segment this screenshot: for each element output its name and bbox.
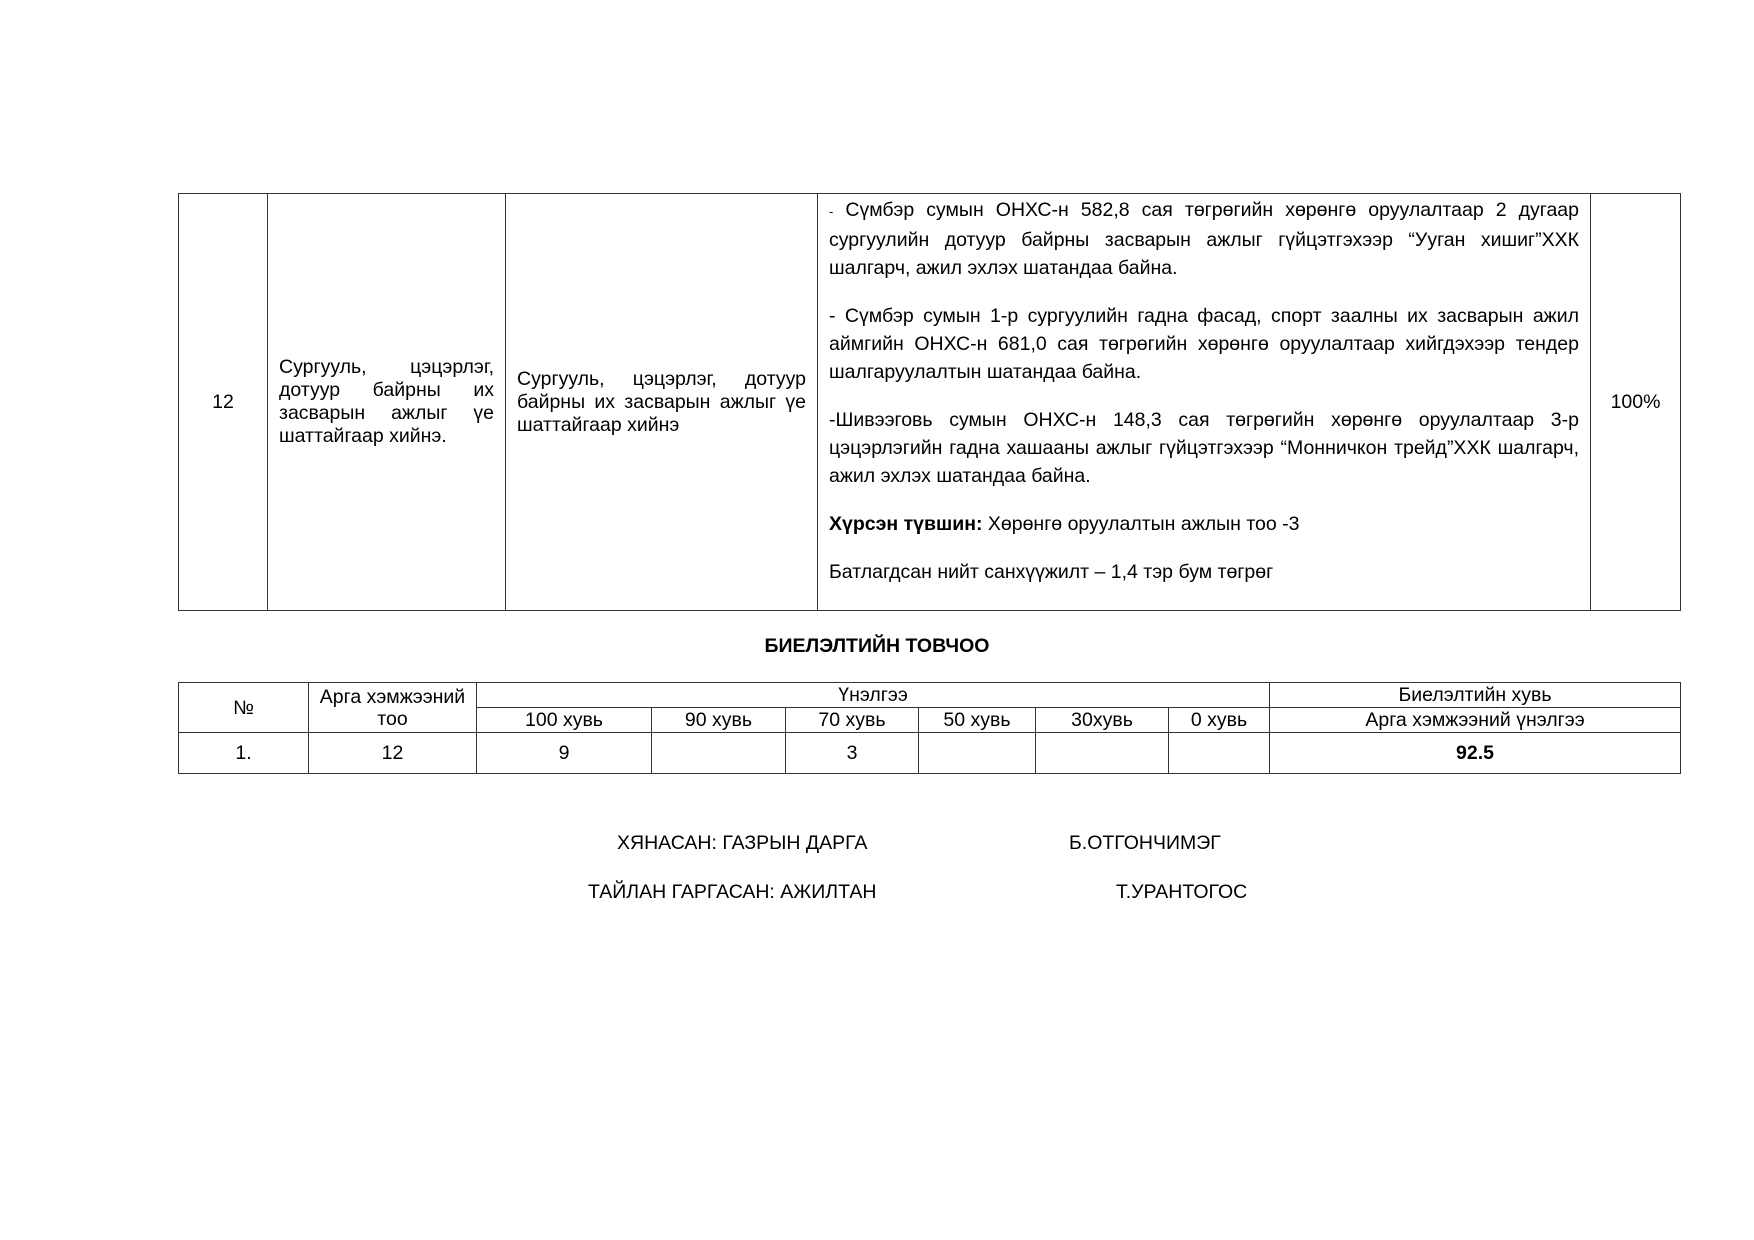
- header-count: Арга хэмжээний тоо: [309, 683, 477, 733]
- summary-header-row-1: [179, 683, 1681, 708]
- header-level: 100 хувь: [477, 708, 652, 733]
- achieved-level-label: Хүрсэн түвшин:: [829, 513, 983, 535]
- summary-level-value: [1036, 733, 1169, 774]
- report-paragraph-2: - Сүмбэр сумын 1-р сургуулийн гадна фасад, спорт заалны их засварын ажил аймгийн ОНХС-н 681,0 сая төгрөгийн хөрөнгө оруулалтаар хийгдэхээр тендер шалгаруулалтын шатандаа байна.: [829, 305, 1579, 383]
- prepared-by-label: ТАЙЛАН ГАРГАСАН: АЖИЛТАН: [588, 881, 877, 903]
- summary-eval-value: 92.5: [1270, 733, 1681, 774]
- report-paragraph-5: Батлагдсан нийт санхүүжилт – 1,4 тэр бум төгрөг: [829, 561, 1274, 583]
- goal-cell: Сургууль, цэцэрлэг, дотуур байрны их засварын ажлыг үе шаттайгаар хийнэ.: [268, 194, 506, 611]
- header-level: 90 хувь: [652, 708, 786, 733]
- percent-cell: 100%: [1591, 194, 1681, 611]
- report-paragraph-4: Хүрсэн түвшин: Хөрөнгө оруулалтын ажлын тоо -3: [829, 513, 1300, 535]
- header-level: 70 хувь: [786, 708, 919, 733]
- summary-title: БИЕЛЭЛТИЙН ТОВЧОО: [764, 635, 990, 657]
- report-paragraph-1: - Сүмбэр сумын ОНХС-н 582,8 сая төгрөгийн хөрөнгө оруулалтаар 2 дугаар сургуулийн дотуур байрны засварын ажлыг гүйцэтгэхээр “Ууган хишиг”ХХК шалгарч, ажил эхлэх шатандаа байна.: [829, 199, 1579, 279]
- summary-count: 12: [309, 733, 477, 774]
- header-level: 0 хувь: [1169, 708, 1270, 733]
- summary-level-value: [652, 733, 786, 774]
- summary-level-value: [919, 733, 1036, 774]
- report-paragraph-3: -Шивээговь сумын ОНХС-н 148,3 сая төгрөгийн хөрөнгө оруулалтаар 3-р цэцэрлэгийн гадна хашааны ажлыг гүйцэтгэхээр “Монничкон трейд”ХХК шалгарч, ажил эхлэх шатандаа байна.: [829, 409, 1579, 487]
- reviewed-by-label: ХЯНАСАН: ГАЗРЫН ДАРГА: [617, 832, 868, 854]
- summary-level-value: 9: [477, 733, 652, 774]
- summary-level-value: [1169, 733, 1270, 774]
- action-cell: Сургууль, цэцэрлэг, дотуур байрны их засварын ажлыг үе шаттайгаар хийнэ: [506, 194, 818, 611]
- summary-no: 1.: [179, 733, 309, 774]
- main-plan-table: [178, 193, 1681, 611]
- header-eval: Арга хэмжээний үнэлгээ: [1270, 708, 1681, 733]
- table-row: [179, 733, 1681, 774]
- header-rating: Үнэлгээ: [477, 683, 1270, 708]
- header-level: 30хувь: [1036, 708, 1169, 733]
- row-number: 12: [179, 194, 268, 611]
- table-row: [179, 194, 1681, 611]
- header-exec-pct: Биелэлтийн хувь: [1270, 683, 1681, 708]
- summary-table: [178, 682, 1681, 774]
- report-cell: [818, 194, 1591, 611]
- reviewed-by-name: Б.ОТГОНЧИМЭГ: [1069, 832, 1221, 854]
- header-no: №: [179, 683, 309, 733]
- report-dash: -: [829, 204, 834, 219]
- prepared-by-name: Т.УРАНТОГОС: [1116, 881, 1248, 903]
- header-level: 50 хувь: [919, 708, 1036, 733]
- summary-level-value: 3: [786, 733, 919, 774]
